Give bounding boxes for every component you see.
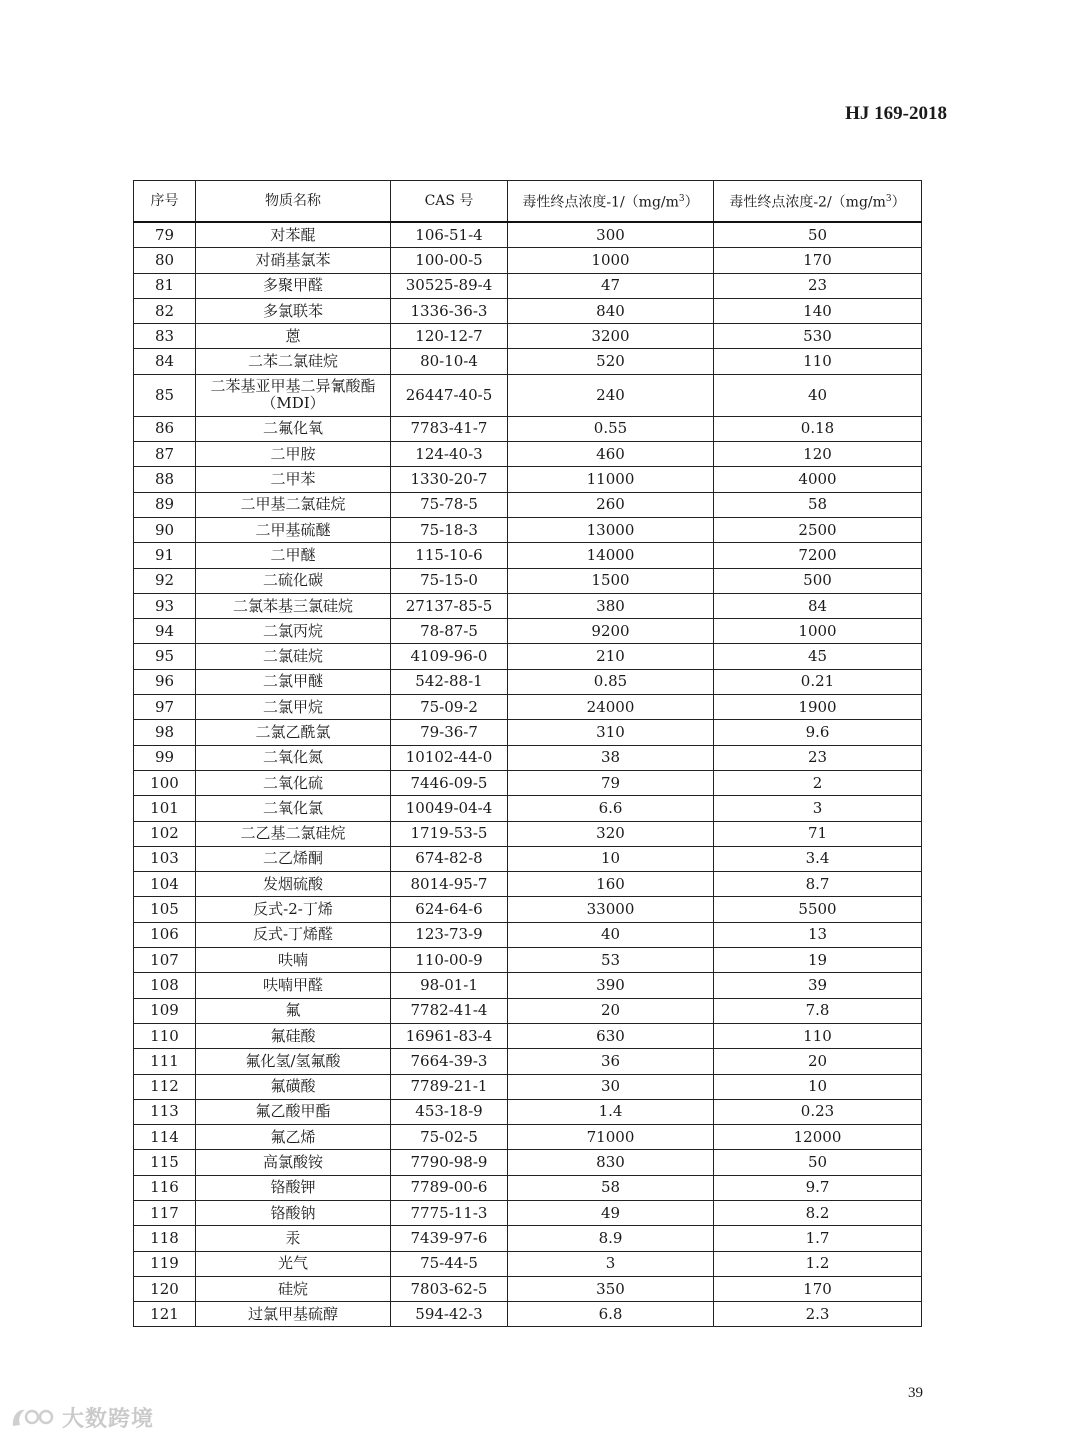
cell-cas: 100-00-5 [391, 248, 508, 273]
cell-endpoint-1: 300 [508, 222, 714, 248]
cell-substance-name: 氟硅酸 [196, 1023, 391, 1048]
cell-cas: 7446-09-5 [391, 770, 508, 795]
cell-endpoint-1: 36 [508, 1049, 714, 1074]
cell-endpoint-1: 8.9 [508, 1226, 714, 1251]
cell-substance-name: 对硝基氯苯 [196, 248, 391, 273]
cell-cas: 75-15-0 [391, 568, 508, 593]
cell-cas: 624-64-6 [391, 897, 508, 922]
cell-cas: 594-42-3 [391, 1302, 508, 1327]
cell-no: 79 [134, 222, 196, 248]
table-row [134, 517, 922, 542]
cell-endpoint-2: 58 [714, 492, 922, 517]
cell-no: 111 [134, 1049, 196, 1074]
cell-endpoint-2: 20 [714, 1049, 922, 1074]
cell-endpoint-2: 13 [714, 922, 922, 947]
table-row [134, 543, 922, 568]
cell-no: 80 [134, 248, 196, 273]
table-row [134, 568, 922, 593]
cell-endpoint-2: 3 [714, 796, 922, 821]
cell-endpoint-1: 320 [508, 821, 714, 846]
table-row [134, 1125, 922, 1150]
cell-endpoint-1: 47 [508, 273, 714, 298]
cell-endpoint-1: 830 [508, 1150, 714, 1175]
cell-endpoint-2: 2500 [714, 517, 922, 542]
cell-substance-name: 二乙基二氯硅烷 [196, 821, 391, 846]
cell-endpoint-1: 210 [508, 644, 714, 669]
cell-endpoint-1: 20 [508, 998, 714, 1023]
cell-substance-name: 二甲基硫醚 [196, 517, 391, 542]
cell-cas: 7439-97-6 [391, 1226, 508, 1251]
cell-endpoint-2: 12000 [714, 1125, 922, 1150]
cell-endpoint-2: 84 [714, 593, 922, 618]
cell-endpoint-1: 380 [508, 593, 714, 618]
cell-cas: 78-87-5 [391, 619, 508, 644]
cell-no: 100 [134, 770, 196, 795]
table-row [134, 1074, 922, 1099]
cell-substance-name: 二苯基亚甲基二异氰酸酯（MDI） [196, 374, 391, 416]
cell-substance-name: 呋喃 [196, 948, 391, 973]
cell-endpoint-1: 71000 [508, 1125, 714, 1150]
cell-endpoint-2: 19 [714, 948, 922, 973]
table-row [134, 593, 922, 618]
cell-endpoint-2: 0.23 [714, 1099, 922, 1124]
cell-cas: 7789-00-6 [391, 1175, 508, 1200]
cell-cas: 75-18-3 [391, 517, 508, 542]
cell-endpoint-2: 1900 [714, 695, 922, 720]
page-number: 39 [908, 1385, 923, 1401]
cell-endpoint-1: 350 [508, 1276, 714, 1301]
cell-endpoint-2: 2.3 [714, 1302, 922, 1327]
cell-cas: 26447-40-5 [391, 374, 508, 416]
table-row [134, 770, 922, 795]
cell-cas: 7803-62-5 [391, 1276, 508, 1301]
cell-endpoint-2: 9.6 [714, 720, 922, 745]
cell-substance-name: 二甲胺 [196, 442, 391, 467]
cell-cas: 79-36-7 [391, 720, 508, 745]
cell-substance-name: 二氟化氧 [196, 416, 391, 441]
standard-code: HJ 169-2018 [845, 103, 947, 124]
cell-endpoint-1: 79 [508, 770, 714, 795]
cell-no: 83 [134, 324, 196, 349]
table-header-row [134, 181, 922, 223]
table-row [134, 695, 922, 720]
cell-endpoint-2: 9.7 [714, 1175, 922, 1200]
table-row [134, 273, 922, 298]
watermark-logo-icon [10, 1406, 56, 1430]
table-row [134, 349, 922, 374]
cell-no: 118 [134, 1226, 196, 1251]
cell-endpoint-1: 49 [508, 1200, 714, 1225]
table-row [134, 669, 922, 694]
cell-cas: 123-73-9 [391, 922, 508, 947]
table-row [134, 1150, 922, 1175]
cell-cas: 30525-89-4 [391, 273, 508, 298]
col-header-endpoint-1: 毒性终点浓度$-1/(mg/m^3)$ [508, 181, 714, 223]
cell-no: 103 [134, 846, 196, 871]
cell-endpoint-2: 5500 [714, 897, 922, 922]
cell-substance-name: 二甲醚 [196, 543, 391, 568]
cell-cas: 120-12-7 [391, 324, 508, 349]
cell-substance-name: 氟磺酸 [196, 1074, 391, 1099]
cell-endpoint-1: 13000 [508, 517, 714, 542]
table-row [134, 492, 922, 517]
cell-endpoint-2: 110 [714, 1023, 922, 1048]
cell-substance-name: 二氧化硫 [196, 770, 391, 795]
table-row [134, 248, 922, 273]
cell-no: 117 [134, 1200, 196, 1225]
table-row [134, 922, 922, 947]
cell-endpoint-2: 1000 [714, 619, 922, 644]
table-row [134, 324, 922, 349]
cell-substance-name: 二苯二氯硅烷 [196, 349, 391, 374]
col-header-cas: CAS 号 [391, 181, 508, 223]
cell-endpoint-2: 10 [714, 1074, 922, 1099]
cell-endpoint-1: 1000 [508, 248, 714, 273]
cell-endpoint-1: 53 [508, 948, 714, 973]
cell-endpoint-1: 3 [508, 1251, 714, 1276]
cell-substance-name: 氟化氢/氢氟酸 [196, 1049, 391, 1074]
cell-cas: 8014-95-7 [391, 872, 508, 897]
cell-endpoint-2: 39 [714, 973, 922, 998]
cell-endpoint-2: 0.21 [714, 669, 922, 694]
cell-substance-name: 二氯苯基三氯硅烷 [196, 593, 391, 618]
cell-substance-name: 二氯乙酰氯 [196, 720, 391, 745]
cell-no: 110 [134, 1023, 196, 1048]
cell-endpoint-1: 38 [508, 745, 714, 770]
cell-substance-name: 蒽 [196, 324, 391, 349]
cell-endpoint-2: 500 [714, 568, 922, 593]
table-row [134, 720, 922, 745]
cell-no: 112 [134, 1074, 196, 1099]
cell-endpoint-1: 24000 [508, 695, 714, 720]
cell-endpoint-1: 310 [508, 720, 714, 745]
table-row [134, 619, 922, 644]
cell-substance-name: 多聚甲醛 [196, 273, 391, 298]
cell-substance-name: 氟乙烯 [196, 1125, 391, 1150]
cell-endpoint-2: 7200 [714, 543, 922, 568]
table-row [134, 821, 922, 846]
table-row [134, 1302, 922, 1327]
col-header-endpoint-2: 毒性终点浓度$-2/(mg/m^3)$ [714, 181, 922, 223]
cell-no: 95 [134, 644, 196, 669]
cell-endpoint-1: 9200 [508, 619, 714, 644]
cell-no: 86 [134, 416, 196, 441]
cell-no: 87 [134, 442, 196, 467]
table-row [134, 1200, 922, 1225]
table-row [134, 1049, 922, 1074]
cell-no: 121 [134, 1302, 196, 1327]
cell-cas: 7782-41-4 [391, 998, 508, 1023]
cell-endpoint-2: 2 [714, 770, 922, 795]
cell-endpoint-1: 30 [508, 1074, 714, 1099]
cell-cas: 542-88-1 [391, 669, 508, 694]
cell-substance-name: 铬酸钾 [196, 1175, 391, 1200]
cell-cas: 124-40-3 [391, 442, 508, 467]
cell-no: 93 [134, 593, 196, 618]
cell-no: 97 [134, 695, 196, 720]
cell-endpoint-1: 1500 [508, 568, 714, 593]
table-row [134, 1276, 922, 1301]
cell-no: 105 [134, 897, 196, 922]
cell-endpoint-1: 520 [508, 349, 714, 374]
cell-cas: 7790-98-9 [391, 1150, 508, 1175]
cell-no: 98 [134, 720, 196, 745]
table-row [134, 416, 922, 441]
cell-endpoint-1: 1.4 [508, 1099, 714, 1124]
cell-endpoint-2: 140 [714, 298, 922, 323]
cell-cas: 7789-21-1 [391, 1074, 508, 1099]
cell-endpoint-1: 0.55 [508, 416, 714, 441]
cell-endpoint-1: 840 [508, 298, 714, 323]
table-row [134, 796, 922, 821]
cell-substance-name: 发烟硫酸 [196, 872, 391, 897]
watermark-text: 大数跨境 [62, 1407, 155, 1432]
table-row [134, 1251, 922, 1276]
cell-no: 116 [134, 1175, 196, 1200]
table-row [134, 1175, 922, 1200]
cell-endpoint-2: 1.7 [714, 1226, 922, 1251]
cell-no: 115 [134, 1150, 196, 1175]
cell-substance-name: 二氯丙烷 [196, 619, 391, 644]
cell-no: 120 [134, 1276, 196, 1301]
cell-endpoint-2: 40 [714, 374, 922, 416]
cell-endpoint-1: 460 [508, 442, 714, 467]
table-body [134, 222, 922, 1327]
cell-endpoint-2: 0.18 [714, 416, 922, 441]
table-row [134, 897, 922, 922]
cell-cas: 106-51-4 [391, 222, 508, 248]
cell-cas: 7664-39-3 [391, 1049, 508, 1074]
cell-endpoint-1: 160 [508, 872, 714, 897]
cell-endpoint-1: 40 [508, 922, 714, 947]
cell-substance-name: 二氯甲醚 [196, 669, 391, 694]
table-row [134, 374, 922, 416]
cell-no: 92 [134, 568, 196, 593]
cell-endpoint-1: 10 [508, 846, 714, 871]
cell-endpoint-1: 6.6 [508, 796, 714, 821]
cell-cas: 10102-44-0 [391, 745, 508, 770]
table-row [134, 1226, 922, 1251]
cell-no: 119 [134, 1251, 196, 1276]
cell-cas: 16961-83-4 [391, 1023, 508, 1048]
cell-cas: 27137-85-5 [391, 593, 508, 618]
cell-substance-name: 二甲苯 [196, 467, 391, 492]
cell-endpoint-2: 120 [714, 442, 922, 467]
cell-no: 81 [134, 273, 196, 298]
cell-endpoint-2: 23 [714, 273, 922, 298]
cell-cas: 1336-36-3 [391, 298, 508, 323]
cell-no: 109 [134, 998, 196, 1023]
cell-cas: 10049-04-4 [391, 796, 508, 821]
cell-no: 113 [134, 1099, 196, 1124]
cell-no: 102 [134, 821, 196, 846]
cell-substance-name: 二氧化氯 [196, 796, 391, 821]
cell-cas: 7775-11-3 [391, 1200, 508, 1225]
cell-cas: 75-78-5 [391, 492, 508, 517]
cell-no: 108 [134, 973, 196, 998]
cell-substance-name: 汞 [196, 1226, 391, 1251]
cell-substance-name: 硅烷 [196, 1276, 391, 1301]
cell-cas: 453-18-9 [391, 1099, 508, 1124]
cell-endpoint-1: 0.85 [508, 669, 714, 694]
cell-endpoint-1: 58 [508, 1175, 714, 1200]
col-header-name: 物质名称 [196, 181, 391, 223]
cell-substance-name: 二硫化碳 [196, 568, 391, 593]
table-row [134, 644, 922, 669]
cell-endpoint-2: 50 [714, 222, 922, 248]
cell-substance-name: 反式-2-丁烯 [196, 897, 391, 922]
table-row [134, 222, 922, 248]
table-row [134, 1099, 922, 1124]
cell-no: 90 [134, 517, 196, 542]
cell-endpoint-1: 630 [508, 1023, 714, 1048]
table-row [134, 442, 922, 467]
cell-no: 104 [134, 872, 196, 897]
cell-cas: 75-09-2 [391, 695, 508, 720]
cell-substance-name: 光气 [196, 1251, 391, 1276]
table-row [134, 298, 922, 323]
cell-no: 96 [134, 669, 196, 694]
table-row [134, 745, 922, 770]
table-row [134, 973, 922, 998]
cell-endpoint-1: 6.8 [508, 1302, 714, 1327]
cell-cas: 110-00-9 [391, 948, 508, 973]
cell-no: 101 [134, 796, 196, 821]
cell-endpoint-1: 260 [508, 492, 714, 517]
cell-endpoint-1: 390 [508, 973, 714, 998]
cell-cas: 674-82-8 [391, 846, 508, 871]
cell-endpoint-1: 14000 [508, 543, 714, 568]
cell-endpoint-2: 1.2 [714, 1251, 922, 1276]
cell-no: 106 [134, 922, 196, 947]
cell-cas: 75-02-5 [391, 1125, 508, 1150]
cell-endpoint-2: 7.8 [714, 998, 922, 1023]
cell-endpoint-1: 33000 [508, 897, 714, 922]
cell-endpoint-2: 530 [714, 324, 922, 349]
cell-endpoint-2: 8.7 [714, 872, 922, 897]
cell-endpoint-2: 4000 [714, 467, 922, 492]
cell-endpoint-2: 110 [714, 349, 922, 374]
cell-endpoint-2: 71 [714, 821, 922, 846]
cell-no: 84 [134, 349, 196, 374]
cell-substance-name: 二乙烯酮 [196, 846, 391, 871]
cell-no: 114 [134, 1125, 196, 1150]
cell-substance-name: 呋喃甲醛 [196, 973, 391, 998]
cell-cas: 98-01-1 [391, 973, 508, 998]
cell-endpoint-2: 45 [714, 644, 922, 669]
cell-substance-name: 高氯酸铵 [196, 1150, 391, 1175]
cell-substance-name: 氟乙酸甲酯 [196, 1099, 391, 1124]
cell-substance-name: 二甲基二氯硅烷 [196, 492, 391, 517]
cell-endpoint-2: 50 [714, 1150, 922, 1175]
table-row [134, 998, 922, 1023]
cell-cas: 1719-53-5 [391, 821, 508, 846]
cell-endpoint-2: 170 [714, 1276, 922, 1301]
cell-no: 94 [134, 619, 196, 644]
cell-substance-name: 铬酸钠 [196, 1200, 391, 1225]
cell-no: 82 [134, 298, 196, 323]
table-row [134, 467, 922, 492]
cell-endpoint-2: 3.4 [714, 846, 922, 871]
table-row [134, 948, 922, 973]
watermark [10, 1402, 154, 1433]
cell-endpoint-2: 23 [714, 745, 922, 770]
cell-no: 89 [134, 492, 196, 517]
cell-cas: 80-10-4 [391, 349, 508, 374]
cell-substance-name: 反式-丁烯醛 [196, 922, 391, 947]
cell-substance-name: 多氯联苯 [196, 298, 391, 323]
toxicity-table [133, 180, 922, 1327]
cell-cas: 7783-41-7 [391, 416, 508, 441]
cell-endpoint-2: 8.2 [714, 1200, 922, 1225]
cell-substance-name: 氟 [196, 998, 391, 1023]
cell-cas: 75-44-5 [391, 1251, 508, 1276]
cell-no: 85 [134, 374, 196, 416]
table-row [134, 1023, 922, 1048]
col-header-no: 序号 [134, 181, 196, 223]
cell-endpoint-1: 11000 [508, 467, 714, 492]
cell-endpoint-1: 3200 [508, 324, 714, 349]
cell-no: 88 [134, 467, 196, 492]
cell-cas: 1330-20-7 [391, 467, 508, 492]
cell-substance-name: 二氧化氮 [196, 745, 391, 770]
table-row [134, 846, 922, 871]
cell-substance-name: 二氯甲烷 [196, 695, 391, 720]
cell-no: 107 [134, 948, 196, 973]
cell-substance-name: 对苯醌 [196, 222, 391, 248]
cell-no: 91 [134, 543, 196, 568]
cell-cas: 4109-96-0 [391, 644, 508, 669]
cell-cas: 115-10-6 [391, 543, 508, 568]
cell-no: 99 [134, 745, 196, 770]
cell-substance-name: 过氯甲基硫醇 [196, 1302, 391, 1327]
cell-substance-name: 二氯硅烷 [196, 644, 391, 669]
table-row [134, 872, 922, 897]
cell-endpoint-2: 170 [714, 248, 922, 273]
cell-endpoint-1: 240 [508, 374, 714, 416]
